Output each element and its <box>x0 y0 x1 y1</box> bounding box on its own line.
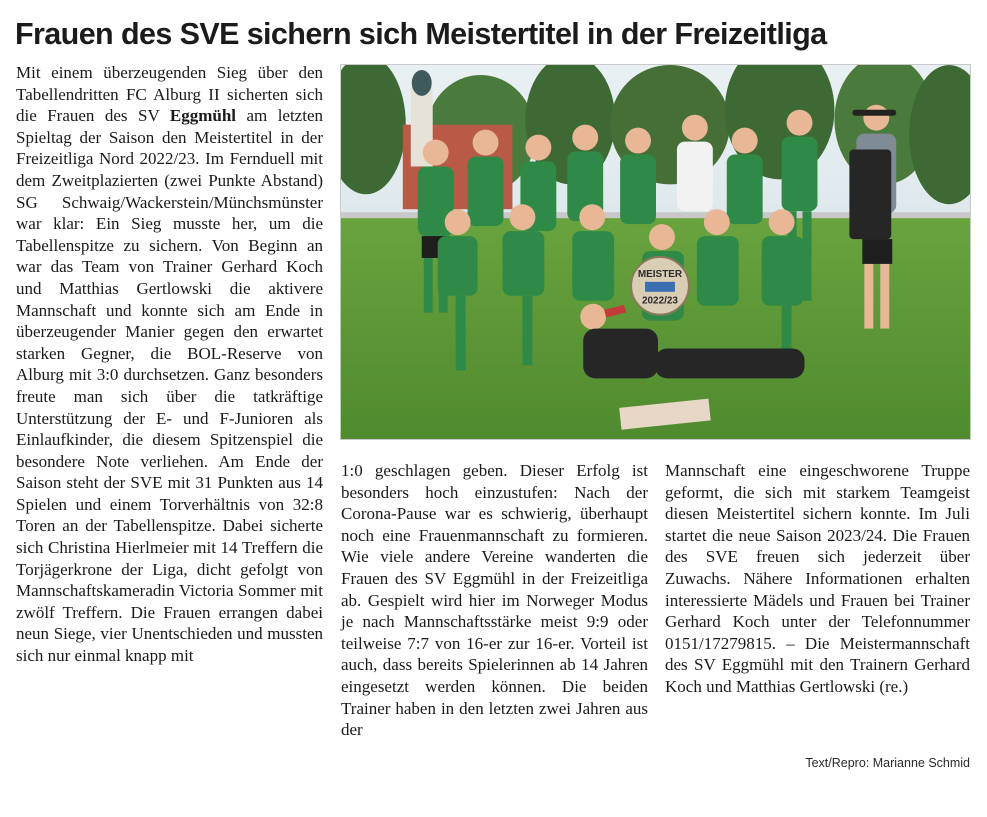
body-text: am letzten Spieltag der Saison den Meistertitel in der Freizeitliga Nord 2022/23. Im Fernduell mit dem Zweitplazierten (zwei Punkte Abstand) SG Schwaig/Wackerstein/Münchsmünster war klar: Ein Sieg musste her, um die Tabellenspitze zu sichern. Von Beginn an war das Team von Trainer Gerhard Koch und Matthias Gertlowski die aktivere Mannschaft und konnte sich am Ende in überzeugender Manier gegen den erwartet starken Gegner, die BOL-Reserve von Alburg mit 3:0 durchsetzen. Ganz besonders freute man sich über die tatkräftige Unterstützung der E- und F-Junioren als Einlaufkinder, die diesem Spitzenspiel die besondere Note verliehen. Am Ende der Saison steht der SVE mit 31 Punkten aus 14 Spielen und einem Torverhältnis von 32:8 Toren an der Tabellenspitze. Dabei sicherte sich Christina Hierlmeier mit 14 Treffern die Torjägerkrone der Liga, dicht gefolgt von Mannschaftskameradin Victoria Sommer mit zwölf Treffern. Die Frauen errangen dabei neun Siege, vier Unentschieden und mussten sich nur einmal knapp mit <box>16 106 323 666</box>
article-column-2 <box>341 460 648 741</box>
column-1-text <box>16 62 323 667</box>
club-name-bold: Eggmühl <box>169 106 237 126</box>
column-3-text: Mannschaft eine eingeschworene Truppe geformt, die sich mit starkem Teamgeist diesen Meistertitel sichern konnte. Im Juli startet die neue Saison 2023/24. Die Frauen des SVE freuen sich jederzeit über Zuwachs. Nähere Informationen erhalten interessierte Mädels und Frauen bei Trainer Gerhard Koch unter der Telefonnummer 0151/17279815. – Die Meistermannschaft des SV Eggmühl mit den Trainern Gerhard Koch und Matthias Gertlowski (re.) <box>665 461 970 696</box>
article-column-1 <box>16 62 323 667</box>
plate-season: 2022/23 <box>642 295 678 307</box>
headline: Frauen des SVE sichern sich Meistertitel in der Freizeitliga <box>15 17 827 51</box>
article-column-3 <box>665 460 970 698</box>
plate-title: MEISTER <box>637 268 683 280</box>
team-photo <box>340 64 971 440</box>
champion-plate <box>631 257 689 315</box>
team-photo-illustration <box>341 65 970 439</box>
lead-text: Mit einem überzeugenden Sieg über den Tabellendritten FC Alburg II sicherten sich die Frauen des SV <box>16 63 323 126</box>
column-2-text: 1:0 geschlagen geben. Dieser Erfolg ist besonders hoch einzustufen: Nach der Corona-Pause war es schwierig, überhaupt noch eine Frauenmannschaft zu formieren. Wie viele andere Vereine wanderten die Frauen des SV Eggmühl in der Freizeitliga ab. Gespielt wird hier im Norweger Modus je nach Mannschaftsstärke meist 9:9 oder teilweise 7:7 von 16-er zur 16-er. Vorteil ist auch, dass bereits Spielerinnen ab 14 Jahren eingesetzt werden können. Die beiden Trainer haben in den letzten zwei Jahren aus der <box>341 461 648 740</box>
photo-credit: Text/Repro: Marianne Schmid <box>805 756 970 770</box>
